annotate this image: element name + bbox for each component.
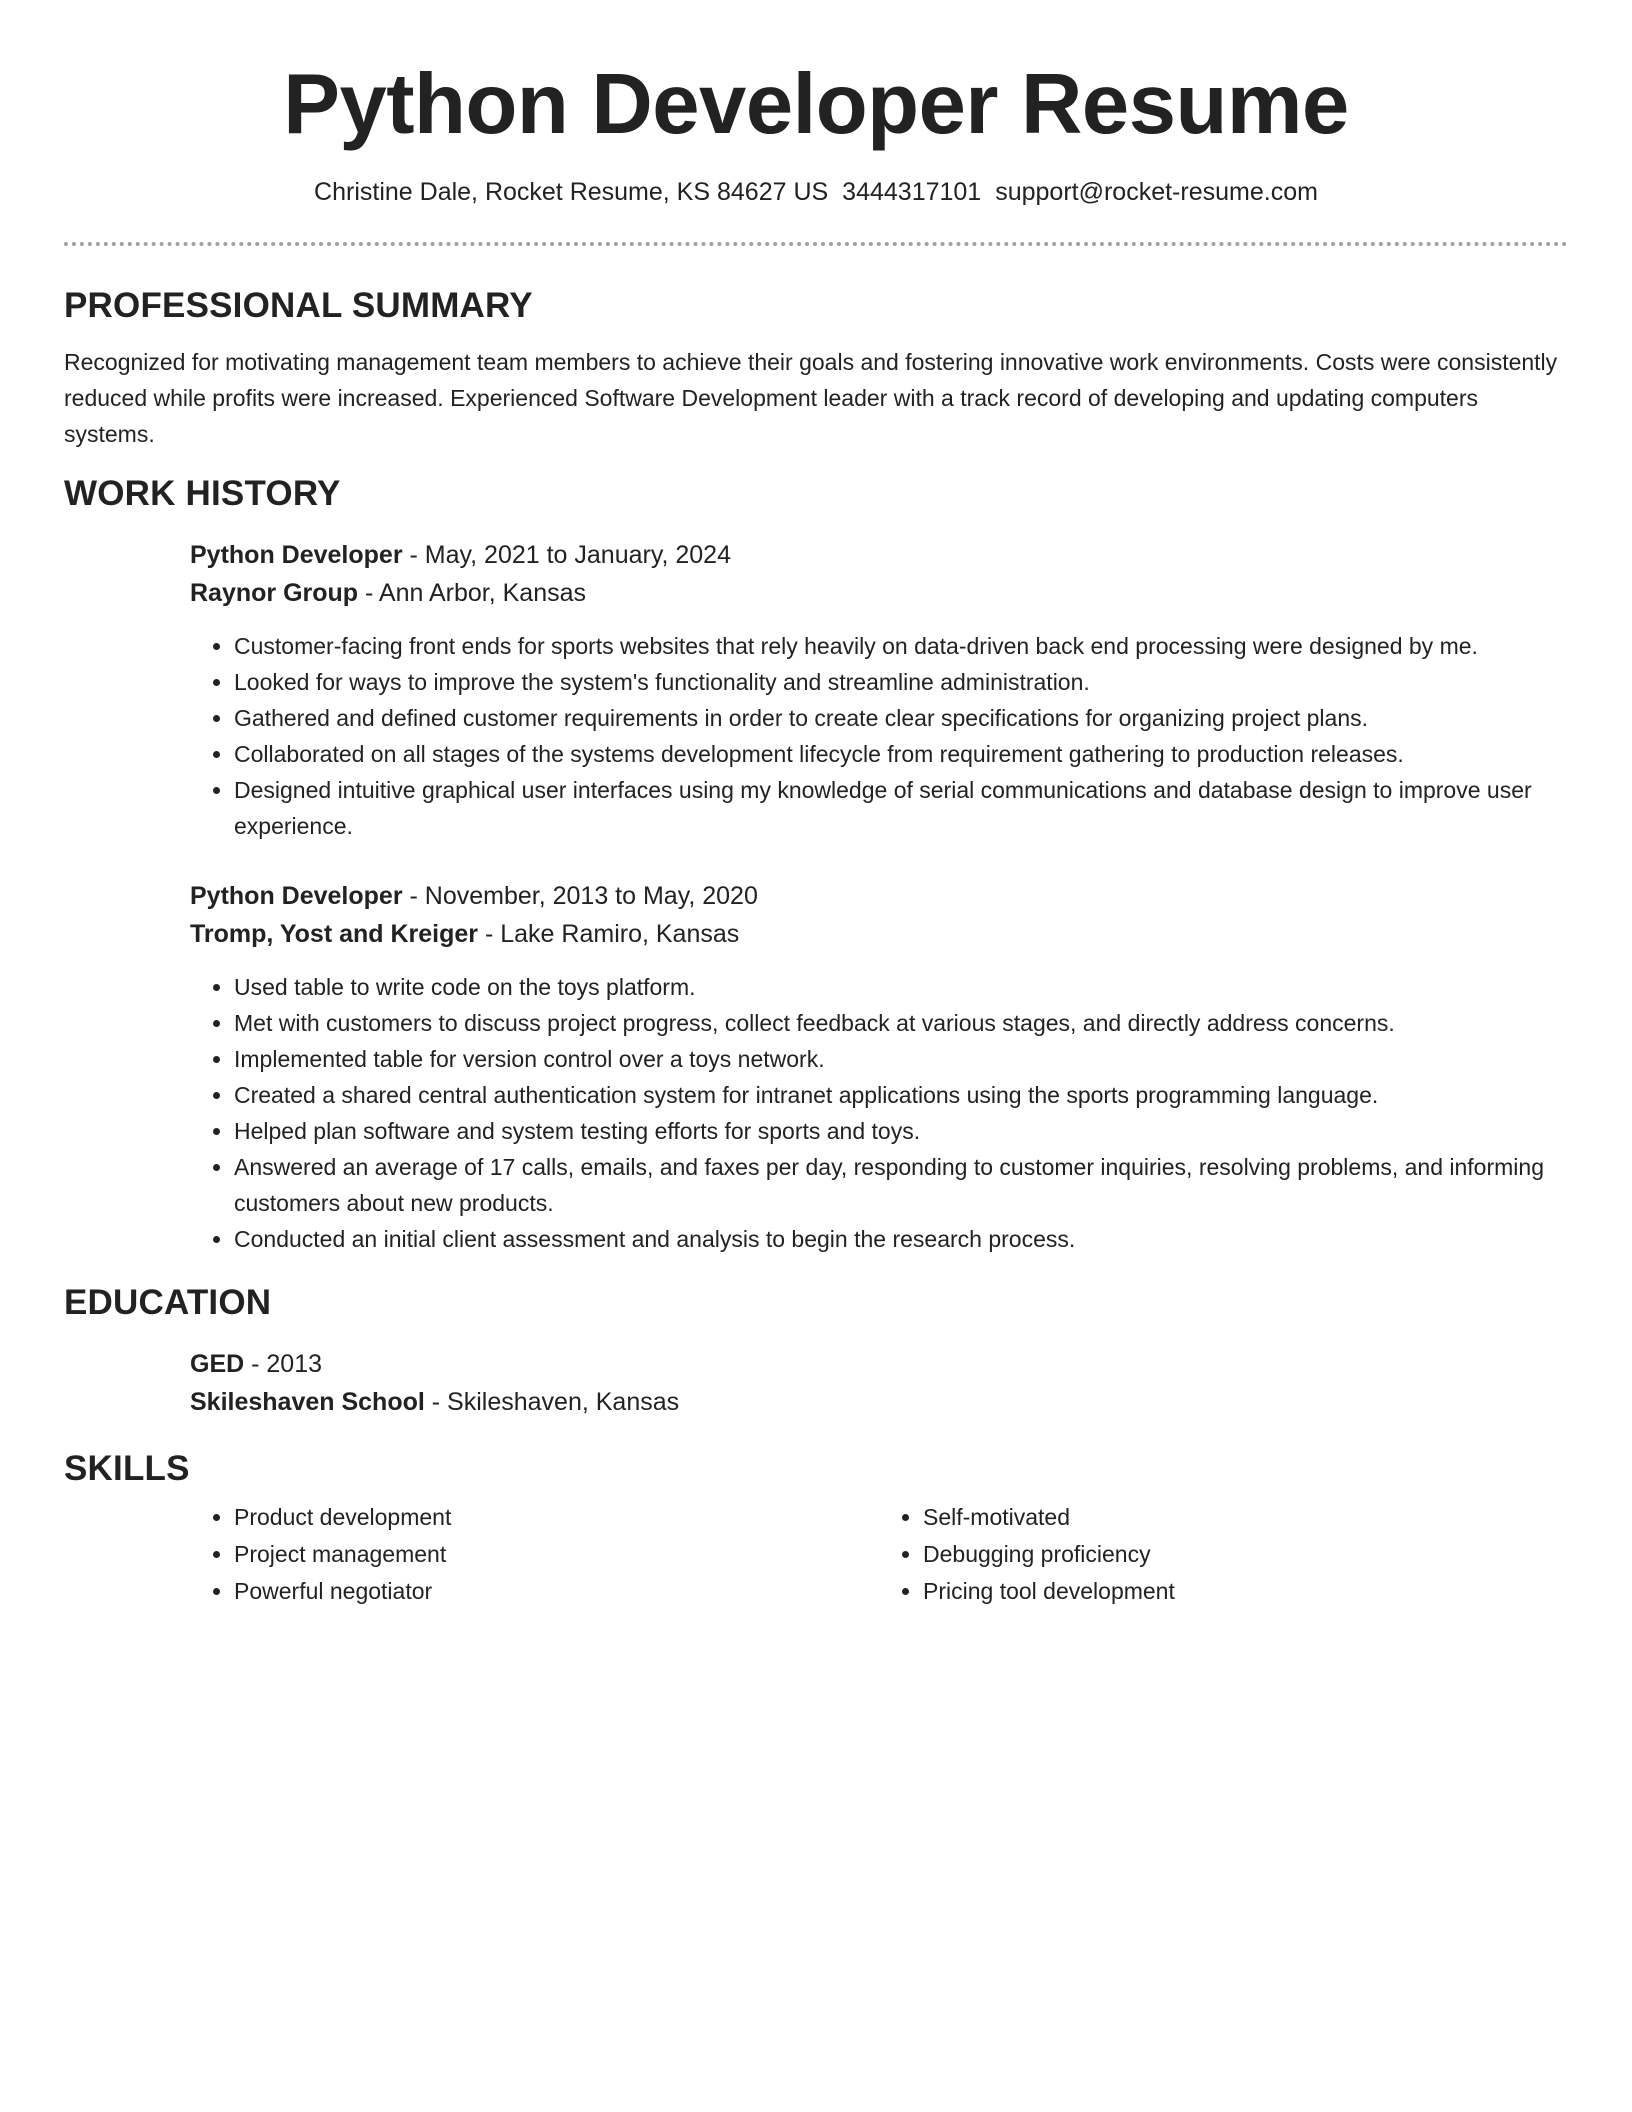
summary-section (64, 284, 1568, 452)
resume-page (64, 0, 1568, 1610)
skill-item: • Self-motivated (923, 1499, 1568, 1536)
job-title-line (190, 536, 1568, 574)
job-company-line (190, 915, 1568, 953)
job-title-line (190, 877, 1568, 915)
summary-text: Recognized for motivating management team members to achieve their goals and fostering innovative work environments. Costs were consistently reduced while profits were increased. Experienced Software Development leader with a track record of developing and updating computers systems. (64, 349, 1558, 447)
job-dates: - May, 2021 to January, 2024 (402, 541, 731, 569)
work-heading: WORK HISTORY (64, 474, 341, 513)
education-degree-line (190, 1345, 1568, 1383)
header-divider (64, 242, 1568, 246)
job-company: Raynor Group (190, 579, 359, 607)
education-heading: EDUCATION (64, 1283, 272, 1322)
skill-item: • Product development (234, 1499, 879, 1536)
job-company-line (190, 574, 1568, 612)
summary-heading: PROFESSIONAL SUMMARY (64, 286, 533, 325)
job-location: - Lake Ramiro, Kansas (478, 920, 740, 948)
job-bullet: • Gathered and defined customer requirements in order to create clear specifications for organizing project plans. (234, 700, 1568, 736)
contact-email: support@rocket-resume.com (995, 178, 1318, 206)
skills-list-right (879, 1499, 1568, 1610)
job-bullet: • Used table to write code on the toys platform. (234, 969, 1568, 1005)
education-year: - 2013 (244, 1350, 323, 1378)
skill-item: • Powerful negotiator (234, 1573, 879, 1610)
education-school-line (190, 1383, 1568, 1421)
job-bullet: • Helped plan software and system testing efforts for sports and toys. (234, 1113, 1568, 1149)
skills-heading: SKILLS (64, 1449, 190, 1488)
resume-title: Python Developer Resume (283, 57, 1349, 152)
contact-line (64, 176, 1568, 208)
job-bullets (190, 628, 1568, 844)
job-company: Tromp, Yost and Kreiger (190, 920, 479, 948)
job-bullet: • Implemented table for version control over a toys network. (234, 1041, 1568, 1077)
job-dates: - November, 2013 to May, 2020 (402, 882, 758, 910)
work-section (64, 472, 1568, 1257)
skill-item: • Project management (234, 1536, 879, 1573)
job-location: - Ann Arbor, Kansas (358, 579, 586, 607)
contact-address: Christine Dale, Rocket Resume, KS 84627 US (314, 178, 829, 206)
job-bullet: • Designed intuitive graphical user interfaces using my knowledge of serial communications and database design to improve user experience. (234, 772, 1568, 844)
job-bullets (190, 969, 1568, 1257)
education-location: - Skileshaven, Kansas (424, 1388, 680, 1416)
job-title: Python Developer (190, 541, 403, 569)
job-bullet: • Collaborated on all stages of the systems development lifecycle from requirement gathering to production releases. (234, 736, 1568, 772)
job-bullet: • Answered an average of 17 calls, emails, and faxes per day, responding to customer inquiries, resolving problems, and informing customers about new products. (234, 1149, 1568, 1221)
job-bullet: • Conducted an initial client assessment and analysis to begin the research process. (234, 1221, 1568, 1257)
education-degree: GED (190, 1350, 245, 1378)
education-school: Skileshaven School (190, 1388, 425, 1416)
job-bullet: • Customer-facing front ends for sports websites that rely heavily on data-driven back end processing were designed by me. (234, 628, 1568, 664)
skill-item: • Pricing tool development (923, 1573, 1568, 1610)
skills-section (64, 1447, 1568, 1610)
skill-item: • Debugging proficiency (923, 1536, 1568, 1573)
job-bullet: • Met with customers to discuss project progress, collect feedback at various stages, and directly address concerns. (234, 1005, 1568, 1041)
job-bullet: • Created a shared central authentication system for intranet applications using the sports programming language. (234, 1077, 1568, 1113)
job-entry (190, 877, 1568, 1257)
skills-columns (190, 1499, 1568, 1610)
education-entry (190, 1345, 1568, 1421)
job-title: Python Developer (190, 882, 403, 910)
skills-list-left (190, 1499, 879, 1610)
job-entry (190, 536, 1568, 844)
contact-phone: 3444317101 (842, 178, 982, 206)
education-section (64, 1281, 1568, 1421)
job-bullet: • Looked for ways to improve the system's functionality and streamline administration. (234, 664, 1568, 700)
